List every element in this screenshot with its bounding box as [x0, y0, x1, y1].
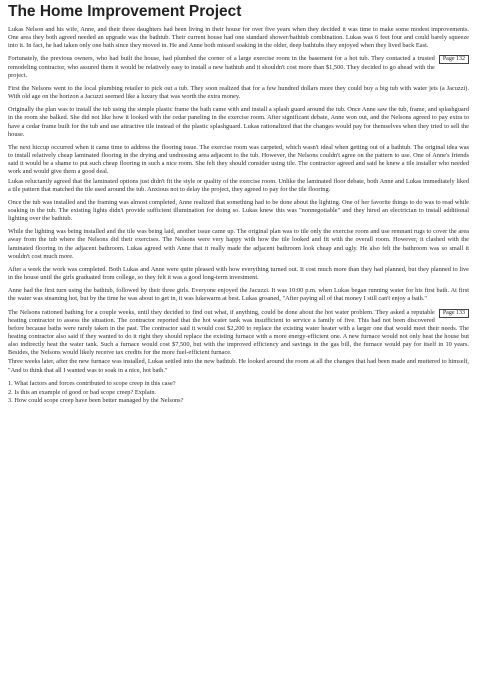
paragraph-2 — [8, 55, 469, 79]
paragraph-11 — [8, 309, 469, 358]
paragraph-8: While the lighting was being installed and the tile was being laid, another issue came up. The original plan was to tile only the exercise room and use remnant rugs to cover the area away from the tub where the Nelsons did their exercises. The Nelsons were very happy with how the tile looked and fit with the overall room. However, it clashed with the laminated flooring in the adjacent bathroom. Lukas agreed with Anne that it really made the adjacent bathroom look cheap and ugly. He also felt the bathroom was so small it wouldn't cost much more. — [8, 228, 469, 260]
question-item: 2. Is this an example of good or bad scope creep? Explain. — [8, 388, 157, 396]
question-item: 3. How could scope creep have been better managed by the Nelsons? — [8, 397, 184, 405]
paragraph-3: First the Nelsons went to the local plumbing retailer to pick out a tub. They soon realized that for a few hundred dollars more they could buy a big tub with water jets (a Jacuzzi). With old age on the horizon a Jacuzzi seemed like a luxury that was worth the extra money. — [8, 84, 469, 101]
paragraph-11-text: The Nelsons rationed bathing for a couple weeks, until they decided to find out what, if anything, could be done about the hot water problem. They asked a reputable heating contractor to assess the situation. The contractor reported that the hot water tank was insufficient to service a family of five. This had not been discovered before because baths were rarely taken in the past. The contractor said it would cost $2,200 to replace the existing water heater with a larger one that would meet their needs. The heating contractor also said if they wanted to do it right they should replace the existing furnace with a more energy-efficient one. A new furnace would not only heat the house but also indirectly heat the water tank. Such a furnace would cost $7,500, but with the improved efficiency and savings in the gas bill, the furnace would pay for itself in 10 years. Besides, the Nelsons would likely receive tax credits for the more fuel-efficient furnace. — [8, 308, 469, 357]
question-item: 1. What factors and forces contributed to scope creep in this case? — [8, 379, 176, 387]
paragraph-10: Anne had the first turn using the bathtub, followed by their three girls. Everyone enjoyed the Jacuzzi. It was 10:00 p.m. when Lukas began running water for his first bath. At first the water was steaming hot, but by the time he was about to get in, it was lukewarm at best. Lukas groaned, "After paying all of that money I still can't enjoy a bath." — [8, 287, 469, 303]
paragraph-4: Originally the plan was to install the tub using the simple plastic frame the bath came with and install a splash guard around the tub. Once Anne saw the tub, frame, and splashguard in the room she balked. She did not like how it looked with the cedar paneling in the exercise room. After significant debate, Anne won out, and the Nelsons agreed to pay extra to have a cedar frame built for the tub and use attractive tile instead of the plastic splashguard. Lukas rationalized that the changes would pay for themselves when they tried to sell the house. — [8, 106, 469, 138]
paragraph-5: The next hiccup occurred when it came time to address the flooring issue. The exercise room was carpeted, which wasn't ideal when getting out of a bathtub. The original idea was to install relatively cheap laminated flooring in the drying and undressing area adjacent to the tub. However, the Nelsons couldn't agree on the pattern to use. One of Anne's friends said it would be a shame to put such cheap flooring in such a nice room. She felt they should consider using tile. The contractor agreed and said he knew a tile installer who needed work and would give them a good deal. — [8, 143, 469, 176]
page-number-tag: Page 132 — [439, 55, 469, 64]
paragraph-12: Three weeks later, after the new furnace was installed, Lukas settled into the new bathtub. He looked around the room at all the changes that had been made and muttered to himself, "And to think that all I wanted was to soak in a nice, hot bath." — [8, 358, 469, 374]
paragraph-6: Lukas reluctantly agreed that the laminated options just didn't fit the style or quality of the exercise room. Unlike the laminated floor debate, both Anne and Lukas immediately liked a tile pattern that matched the tile used around the tub. Anxious not to delay the project, they agreed to pay for the tile flooring. — [8, 177, 469, 193]
discussion-questions — [8, 380, 469, 406]
paragraph-7: Once the tub was installed and the framing was almost completed, Anne realized that something had to be done about the lighting. One of her favorite things to do was to read while soaking in the tub. The existing lights didn't provide sufficient illumination for doing so. Lukas knew this was "nonnegotiable" and they hired an electrician to install additional lighting over the bathtub. — [8, 198, 469, 223]
paragraph-9: After a week the work was completed. Both Lukas and Anne were quite pleased with how everything turned out. It cost much more than they had planned, but they planned to live in the house until the girls graduated from college, so they felt it was a good long-term investment. — [8, 265, 469, 282]
page-number-tag: Page 133 — [439, 309, 469, 318]
paragraph-2-text: Fortunately, the previous owners, who had built the house, had plumbed the corner of a large exercise room in the basement for a hot tub. They contacted a trusted remodeling contractor, who assured them it would be relatively easy to install a new bathtub and it shouldn't cost more than $1,500. They decided to go ahead with the project. — [8, 55, 435, 79]
paragraph-1: Lukas Nelson and his wife, Anne, and their three daughters had been living in their house for over five years when they decided it was time to make some modest improvements. One area they both agreed needed an upgrade was the bathtub. Their current house had one standard shower/bathtub combination. Lukas was 6 feet four and could barely squeeze into it. In fact, he had taken only one bath since they moved in. He and Anne both missed soaking in the older, deep bathtubs they enjoyed when they lived back East. — [8, 26, 469, 50]
page-title: The Home Improvement Project — [8, 3, 242, 20]
